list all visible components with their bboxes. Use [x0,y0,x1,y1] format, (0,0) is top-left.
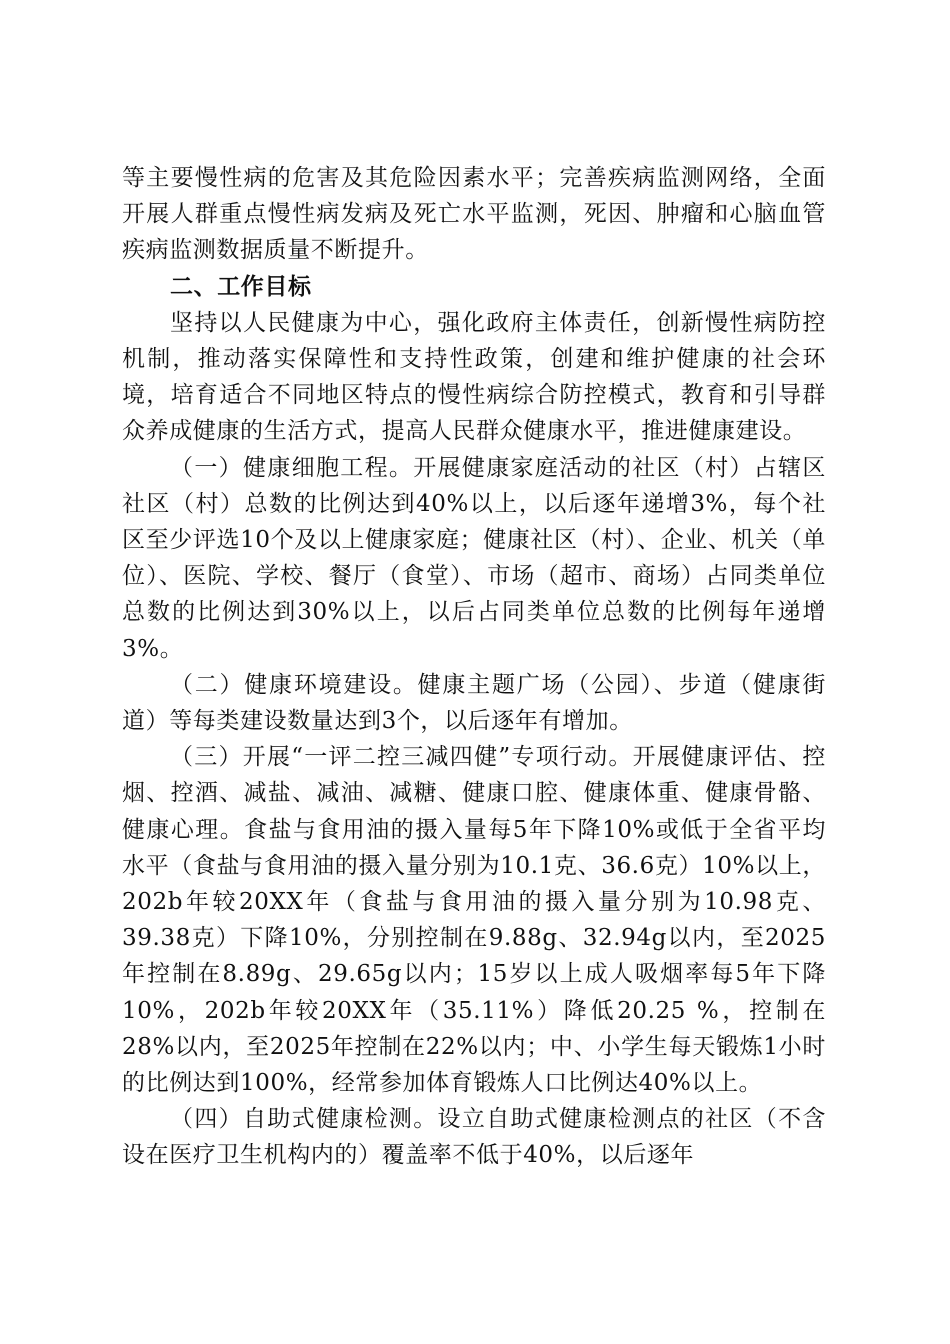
document-body [122,160,826,1174]
paragraph-item-1: （一）健康细胞工程。开展健康家庭活动的社区（村）占辖区社区（村）总数的比例达到40%以上，以后逐年递增3%，每个社区至少评选10个及以上健康家庭；健康社区（村）、企业、机关（单位）、医院、学校、餐厅（食堂）、市场（超市、商场）占同类单位总数的比例达到30%以上，以后占同类单位总数的比例每年递增3%。 [122,454,826,662]
paragraph-continuation: 等主要慢性病的危害及其危险因素水平；完善疾病监测网络，全面开展人群重点慢性病发病及死亡水平监测，死因、肿瘤和心脑血管疾病监测数据质量不断提升。 [122,165,826,264]
paragraph-goals-intro: 坚持以人民健康为中心，强化政府主体责任，创新慢性病防控机制，推动落实保障性和支持性政策，创建和维护健康的社会环境，培育适合不同地区特点的慢性病综合防控模式，教育和引导群众养成健康的生活方式，提高人民群众健康水平，推进健康建设。 [122,309,826,445]
paragraph-item-2: （二）健康环境建设。健康主题广场（公园）、步道（健康街道）等每类建设数量达到3个，以后逐年有增加。 [122,671,826,735]
section-heading: 二、工作目标 [170,273,312,300]
paragraph-item-4: （四）自助式健康检测。设立自助式健康检测点的社区（不含设在医疗卫生机构内的）覆盖率不低于40%，以后逐年 [122,1106,826,1169]
paragraph-item-3: （三）开展“一评二控三减四健”专项行动。开展健康评估、控烟、控酒、减盐、减油、减糖、健康口腔、健康体重、健康骨骼、健康心理。食盐与食用油的摄入量每5年下降10%或低于全省平均水平（食盐与食用油的摄入量分别为10.1克、36.6克）10%以上，202b年较20XX年（食盐与食用油的摄入量分别为10.98克、39.38克）下降10%，分别控制在9.88g、32.94g以内，至2025年控制在8.89g、29.65g以内；15岁以上成人吸烟率每5年下降10%，202b年较20XX年（35.11%）降低20.25 %，控制在28%以内，至2025年控制在22%以内；中、小学生每天锻炼1小时的比例达到100%，经常参加体育锻炼人口比例达40%以上。 [122,744,826,1097]
